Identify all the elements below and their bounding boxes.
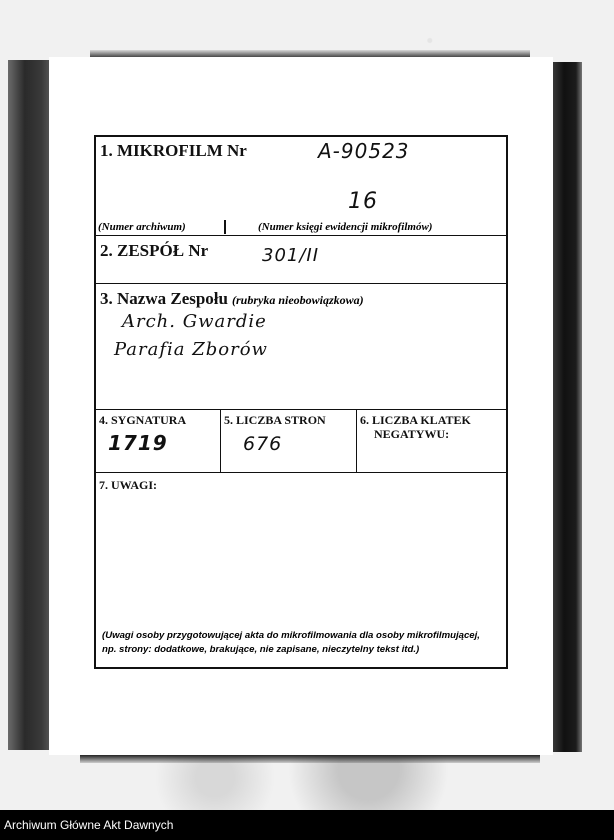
remarks-instructions-2: np. strony: dodatkowe, brakujące, nie zapisane, nieczytelny tekst itd.) bbox=[102, 644, 420, 655]
field-microfilm-row bbox=[96, 137, 506, 236]
footer-bar bbox=[0, 810, 614, 840]
remarks-instructions-1: (Uwagi osoby przygotowującej akta do mikrofilmowania dla osoby mikrofilmującej, bbox=[102, 630, 480, 641]
signature-label: 4. SYGNATURA bbox=[99, 413, 187, 427]
remarks-label: 7. UWAGI: bbox=[99, 478, 158, 492]
page-count-cell bbox=[221, 409, 357, 472]
fonds-number-label: 2. ZESPÓŁ Nr bbox=[100, 241, 209, 260]
negative-frames-cell bbox=[357, 409, 506, 472]
film-edge-right bbox=[552, 62, 582, 752]
fonds-name-line1: Arch. Gwardie bbox=[122, 311, 267, 332]
fonds-name-heading bbox=[100, 289, 364, 309]
negative-frames-label-2: NEGATYWU: bbox=[374, 427, 450, 441]
microfilm-label: 1. MIKROFILM Nr bbox=[100, 141, 247, 160]
fonds-name-line2: Parafia Zborów bbox=[114, 339, 268, 360]
fonds-name-label: 3. Nazwa Zespołu bbox=[100, 289, 228, 308]
page-count-value: 676 bbox=[243, 433, 283, 455]
signature-cell bbox=[96, 409, 221, 472]
negative-frames-label-1: 6. LICZBA KLATEK bbox=[360, 413, 471, 427]
archive-number-label: (Numer archiwum) bbox=[98, 221, 186, 233]
field-signature-row bbox=[96, 409, 506, 473]
fonds-number-value: 301/II bbox=[262, 245, 320, 266]
divider bbox=[224, 220, 226, 234]
microfilm-number: A-90523 bbox=[318, 139, 410, 163]
microfilm-form bbox=[94, 135, 508, 669]
field-remarks-row bbox=[96, 473, 506, 667]
field-fonds-row bbox=[96, 235, 506, 284]
register-number-value: 16 bbox=[348, 189, 378, 214]
footer-archive-name: Archiwum Główne Akt Dawnych bbox=[4, 818, 174, 832]
fonds-name-note: (rubryka nieobowiązkowa) bbox=[231, 293, 364, 307]
register-number-label: (Numer księgi ewidencji mikrofilmów) bbox=[258, 221, 433, 233]
field-fonds-name-row bbox=[96, 283, 506, 410]
signature-value: 1719 bbox=[108, 431, 168, 455]
page-count-label: 5. LICZBA STRON bbox=[224, 413, 326, 427]
film-edge-bottom bbox=[80, 755, 540, 763]
film-edge-left bbox=[8, 60, 50, 750]
